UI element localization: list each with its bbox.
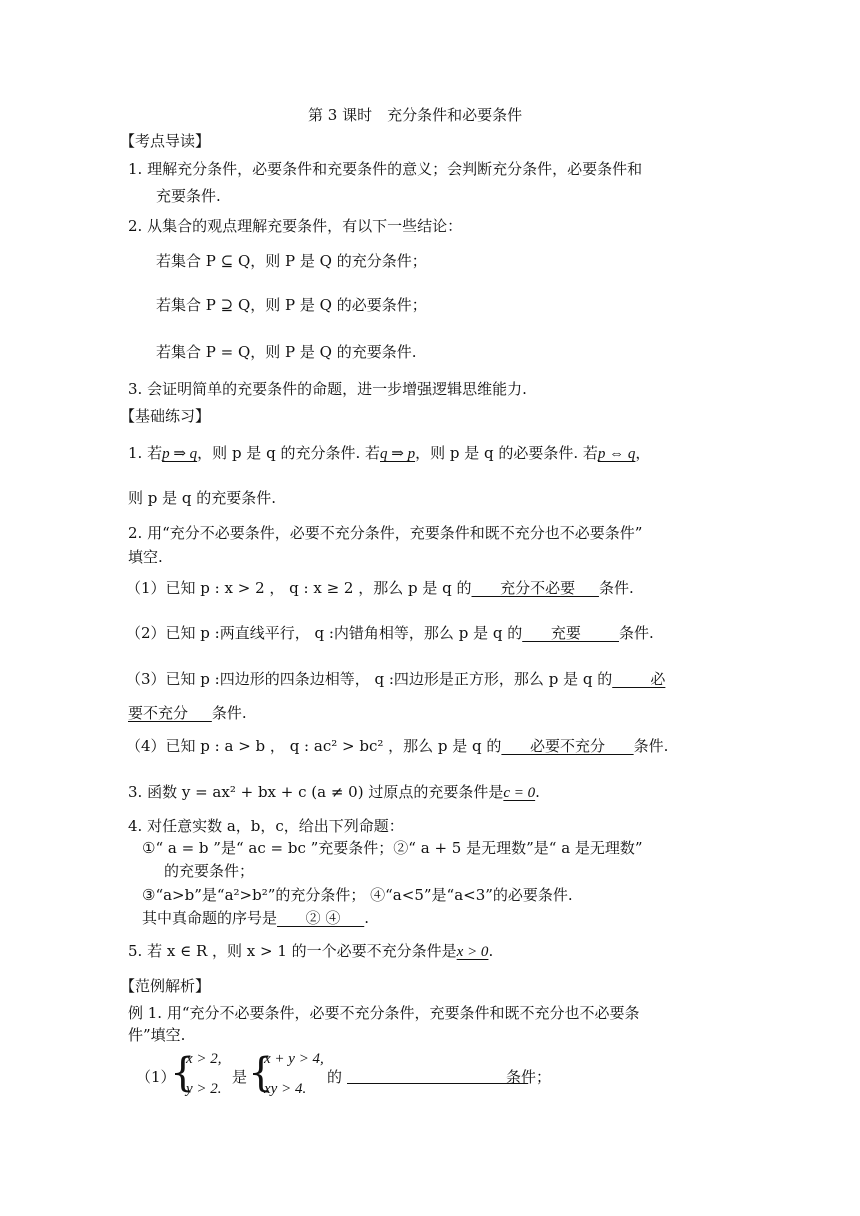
question-1-line-1: [128, 442, 650, 465]
example-1-part-1-label: （1）: [136, 1068, 176, 1086]
example-1-line-2: 件”填空.: [128, 1026, 186, 1044]
question-2-1: [126, 577, 634, 599]
q1-answer-1: p ⇒ q: [162, 446, 198, 462]
q1-end: ，: [635, 444, 651, 462]
section-heading-fanli: 【范例解析】: [120, 977, 211, 995]
q2-3-text: （3）已知 p :四边形的四条边相等， q :四边形是正方形，那么 p 是 q 的: [126, 670, 613, 688]
set-condition-equal: 若集合 P = Q，则 P 是 Q 的充要条件.: [156, 343, 417, 361]
q5-text: 5. 若 x ∈ R ，则 x > 1 的一个必要不充分条件是: [128, 942, 457, 960]
example-1-line-1: 例 1. 用“充分不必要条件，必要不充分条件，充要条件和既不充分也不必要条: [128, 1004, 640, 1022]
q1-answer-3: p ⇔ q: [597, 446, 636, 462]
system-1-line-1: x > 2,: [186, 1051, 222, 1067]
system-brace-left: {: [170, 1050, 196, 1096]
connector-shi: 是: [232, 1068, 248, 1086]
q4-answer: ② ④: [277, 909, 365, 927]
set-condition-subset: 若集合 P ⊆ Q，则 P 是 Q 的充分条件；: [156, 252, 427, 270]
q2-2-text: （2）已知 p :两直线平行， q :内错角相等，那么 p 是 q 的: [126, 624, 523, 642]
question-3: [128, 781, 540, 804]
set-condition-superset: 若集合 P ⊇ Q，则 P 是 Q 的必要条件；: [156, 296, 427, 314]
question-1-line-2: 则 p 是 q 的充要条件.: [128, 489, 277, 507]
q5-post: .: [488, 942, 494, 960]
question-4-line-5: [142, 907, 369, 929]
question-4-line-4: ③“a>b”是“a²>b²”的充分条件； ④“a<5”是“a<3”的必要条件.: [142, 886, 573, 904]
question-4-line-1: 4. 对任意实数 a，b，c，给出下列命题：: [128, 817, 404, 835]
answer-blank[interactable]: [347, 1066, 528, 1084]
page-title: 第 3 课时 充分条件和必要条件: [308, 106, 523, 124]
system-2-line-2: xy > 4.: [264, 1081, 307, 1097]
kaodian-item-1-cont: 充要条件.: [156, 187, 221, 205]
question-2-3-cont: [128, 702, 247, 724]
q3-post: .: [535, 783, 540, 801]
q1-text-2: ，则 p 是 q 的必要条件. 若: [415, 444, 598, 462]
q2-2-post: 条件.: [618, 624, 654, 642]
q2-1-answer: 充分不必要: [471, 579, 599, 597]
q2-3-post: 条件.: [211, 704, 247, 722]
q2-1-post: 条件.: [598, 579, 634, 597]
kaodian-item-1: 1. 理解充分条件，必要条件和充要条件的意义；会判断充分条件，必要条件和: [128, 160, 643, 178]
q2-3-answer-part-1: 必: [612, 670, 666, 688]
question-2-line-2: 填空.: [128, 548, 163, 566]
kaodian-item-2: 2. 从集合的观点理解充要条件，有以下一些结论：: [128, 217, 463, 235]
q1-text-1: ，则 p 是 q 的充分条件. 若: [197, 444, 380, 462]
question-2-line-1: 2. 用“充分不必要条件，必要不充分条件，充要条件和既不充分也不必要条件”: [128, 524, 643, 542]
tiaojian-label: 条件；: [506, 1068, 552, 1086]
system-2-line-1: x + y > 4,: [264, 1051, 324, 1067]
q2-4-text: （4）已知 p : a > b ， q : ac² > bc² ，那么 p 是 q 的: [126, 737, 502, 755]
question-5: [128, 940, 493, 963]
q1-answer-2: q ⇒ p: [380, 446, 416, 462]
q3-answer: c = 0: [503, 785, 536, 801]
q2-4-post: 条件.: [633, 737, 669, 755]
q2-1-text: （1）已知 p : x > 2 ， q : x ≥ 2 ，那么 p 是 q 的: [126, 579, 472, 597]
q1-prefix: 1. 若: [128, 444, 163, 462]
section-heading-kaodian: 【考点导读】: [120, 132, 211, 150]
q2-3-answer-part-2: 要不充分: [128, 704, 212, 722]
system-1-line-2: y > 2.: [186, 1081, 222, 1097]
system-brace-right: {: [248, 1050, 274, 1096]
question-2-3: [126, 668, 665, 690]
q4-text: 其中真命题的序号是: [142, 909, 278, 927]
question-2-2: [126, 622, 654, 644]
question-2-4: [126, 735, 668, 757]
section-heading-jichu: 【基础练习】: [120, 407, 211, 425]
q2-2-answer: 充要: [522, 624, 619, 642]
connector-de: 的: [327, 1068, 343, 1086]
question-4-line-2: ①“ a = b ”是“ ac = bc ”充要条件；②“ a + 5 是无理数”是“ a 是无理数”: [142, 839, 643, 857]
q4-post: .: [364, 909, 370, 927]
q2-4-answer: 必要不充分: [501, 737, 634, 755]
q5-answer: x > 0: [456, 944, 489, 960]
question-4-line-3: 的充要条件；: [164, 862, 255, 880]
q3-text: 3. 函数 y = ax² + bx + c (a ≠ 0) 过原点的充要条件是: [128, 783, 504, 801]
kaodian-item-3: 3. 会证明简单的充要条件的命题，进一步增强逻辑思维能力.: [128, 380, 527, 398]
